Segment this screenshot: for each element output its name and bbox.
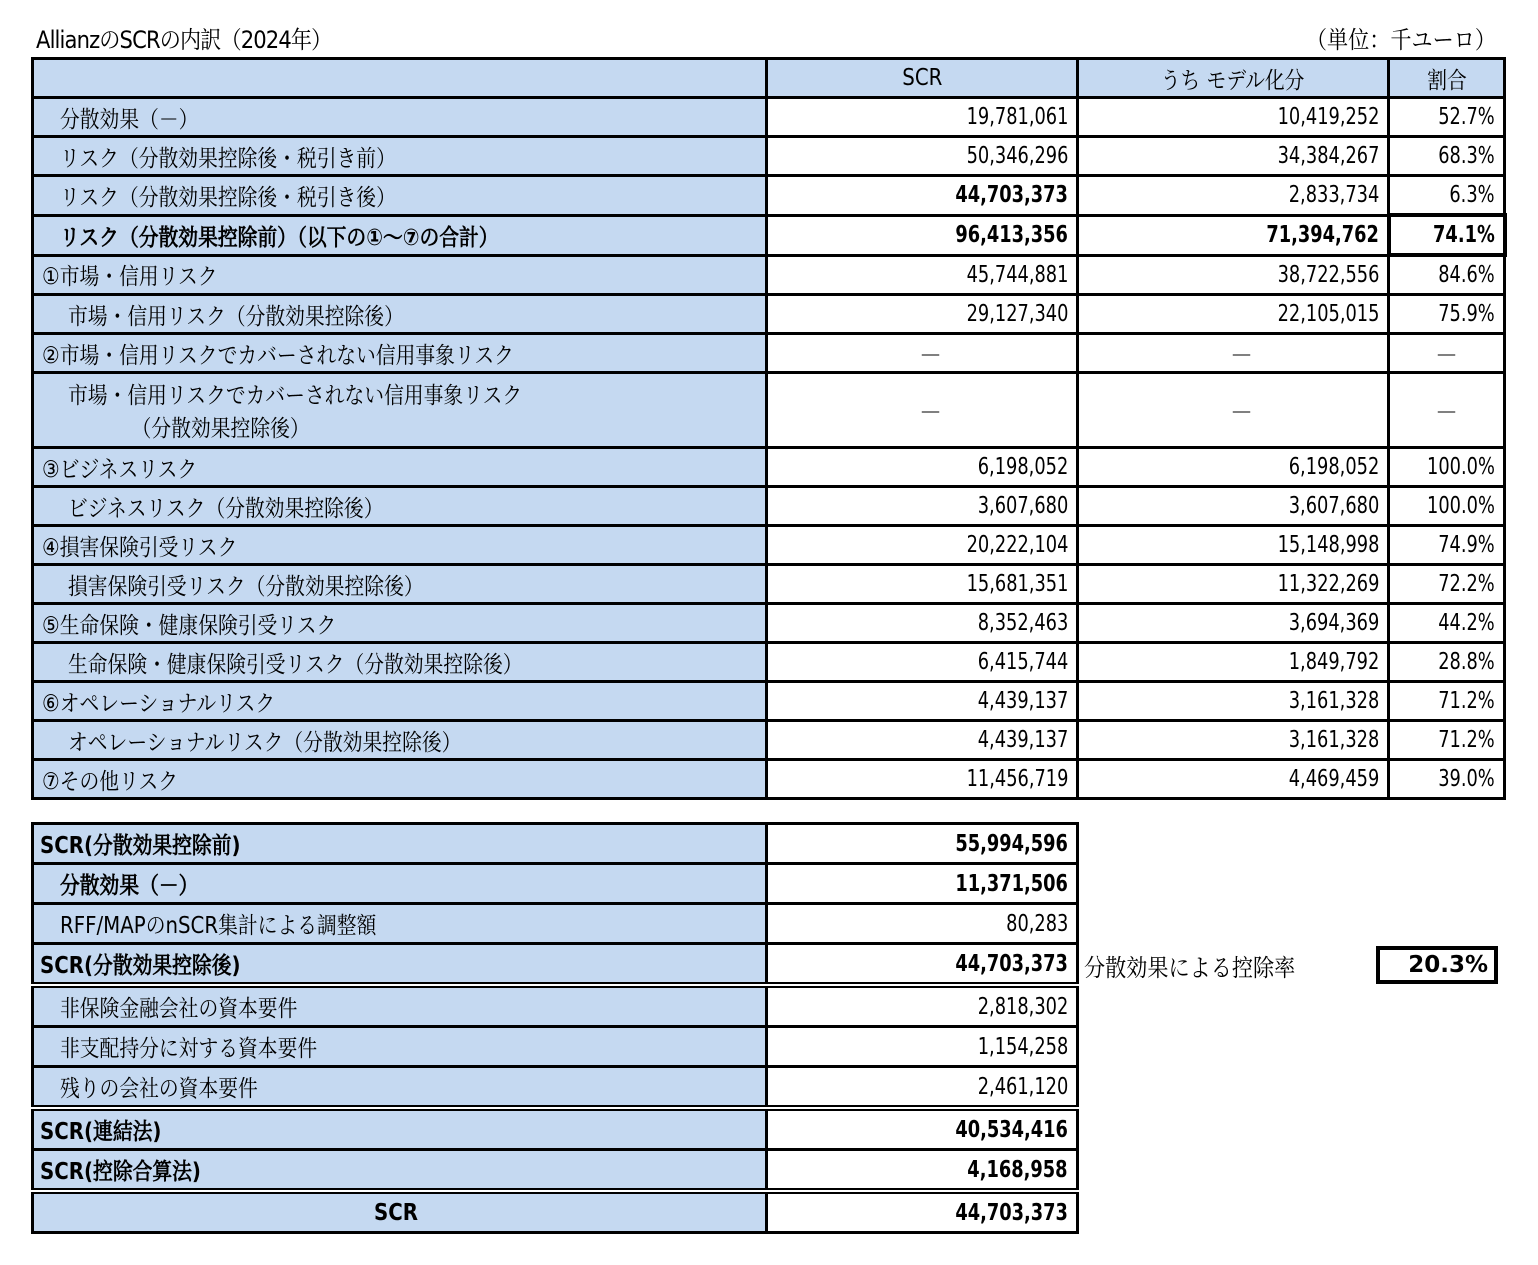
table-row-total bbox=[33, 215, 1505, 255]
table-row bbox=[33, 643, 1505, 682]
modeled-value: － bbox=[1078, 373, 1389, 448]
summary-row bbox=[33, 1067, 1078, 1109]
scr-value: 20,222,104 bbox=[767, 526, 1078, 565]
modeled-value: 3,161,328 bbox=[1078, 721, 1389, 760]
row-label: リスク（分散効果控除後・税引き後） bbox=[33, 176, 767, 216]
row-label: 分散効果（－） bbox=[33, 98, 767, 137]
ratio-value: － bbox=[1389, 373, 1505, 448]
row-value: 44,703,373 bbox=[767, 944, 1078, 986]
modeled-value: 11,322,269 bbox=[1078, 565, 1389, 604]
summary-row bbox=[33, 1108, 1078, 1150]
modeled-value: 2,833,734 bbox=[1078, 176, 1389, 216]
row-value: 1,154,258 bbox=[767, 1027, 1078, 1067]
row-label: 損害保険引受リスク（分散効果控除後） bbox=[33, 565, 767, 604]
header-scr: SCR bbox=[767, 59, 1078, 98]
row-label: SCR(控除合算法) bbox=[33, 1150, 767, 1192]
table-row bbox=[33, 604, 1505, 643]
table-row bbox=[33, 526, 1505, 565]
scr-value: 8,352,463 bbox=[767, 604, 1078, 643]
row-label: 非支配持分に対する資本要件 bbox=[33, 1027, 767, 1067]
row-label: ①市場・信用リスク bbox=[33, 255, 767, 295]
ratio-value: 84.6% bbox=[1389, 255, 1505, 295]
scr-value: 3,607,680 bbox=[767, 487, 1078, 526]
modeled-value: 6,198,052 bbox=[1078, 448, 1389, 487]
row-label: SCR bbox=[33, 1191, 767, 1233]
row-value: 2,818,302 bbox=[767, 985, 1078, 1027]
row-label: SCR(分散効果控除前) bbox=[33, 824, 767, 864]
row-label: SCR(分散効果控除後) bbox=[33, 944, 767, 986]
table-row bbox=[33, 373, 1505, 448]
row-label: 残りの会社の資本要件 bbox=[33, 1067, 767, 1109]
ratio-value: 100.0% bbox=[1389, 487, 1505, 526]
ratio-value: 71.2% bbox=[1389, 682, 1505, 721]
ratio-value: 72.2% bbox=[1389, 565, 1505, 604]
scr-value: 19,781,061 bbox=[767, 98, 1078, 137]
table-row bbox=[33, 295, 1505, 334]
row-value: 80,283 bbox=[767, 904, 1078, 944]
modeled-value: 3,161,328 bbox=[1078, 682, 1389, 721]
modeled-value: 3,607,680 bbox=[1078, 487, 1389, 526]
modeled-value: 71,394,762 bbox=[1078, 215, 1389, 255]
scr-value: 4,439,137 bbox=[767, 721, 1078, 760]
row-label: オペレーショナルリスク（分散効果控除後） bbox=[33, 721, 767, 760]
row-label: リスク（分散効果控除前）（以下の①～⑦の合計） bbox=[33, 215, 767, 255]
row-label: 市場・信用リスクでカバーされない信用事象リスク （分散効果控除後） bbox=[33, 373, 767, 448]
row-value: 2,461,120 bbox=[767, 1067, 1078, 1109]
scr-value: 15,681,351 bbox=[767, 565, 1078, 604]
modeled-value: 1,849,792 bbox=[1078, 643, 1389, 682]
scr-value: 44,703,373 bbox=[767, 176, 1078, 216]
ratio-value: 6.3% bbox=[1389, 176, 1505, 216]
ratio-value: 39.0% bbox=[1389, 760, 1505, 799]
table-row bbox=[33, 137, 1505, 176]
ratio-value: － bbox=[1389, 334, 1505, 373]
scr-value: － bbox=[767, 334, 1078, 373]
row-label: 非保険金融会社の資本要件 bbox=[33, 985, 767, 1027]
table-row bbox=[33, 760, 1505, 799]
scr-value: 45,744,881 bbox=[767, 255, 1078, 295]
ratio-value: 74.1% bbox=[1389, 215, 1505, 255]
ratio-value: 74.9% bbox=[1389, 526, 1505, 565]
row-label: RFF/MAPのnSCR集計による調整額 bbox=[33, 904, 767, 944]
ratio-value: 68.3% bbox=[1389, 137, 1505, 176]
table-row bbox=[33, 682, 1505, 721]
row-value: 40,534,416 bbox=[767, 1108, 1078, 1150]
summary-row bbox=[33, 1150, 1078, 1192]
row-label: 分散効果（－） bbox=[33, 864, 767, 904]
row-label: ビジネスリスク（分散効果控除後） bbox=[33, 487, 767, 526]
ratio-value: 75.9% bbox=[1389, 295, 1505, 334]
modeled-value: 4,469,459 bbox=[1078, 760, 1389, 799]
table-row bbox=[33, 255, 1505, 295]
scr-value: 11,456,719 bbox=[767, 760, 1078, 799]
modeled-value: 3,694,369 bbox=[1078, 604, 1389, 643]
summary-row bbox=[33, 1027, 1078, 1067]
row-value: 44,703,373 bbox=[767, 1191, 1078, 1233]
row-label: ②市場・信用リスクでカバーされない信用事象リスク bbox=[33, 334, 767, 373]
unit-note: （単位：千ユーロ） bbox=[1305, 26, 1496, 54]
ratio-value: 71.2% bbox=[1389, 721, 1505, 760]
scr-breakdown-table bbox=[31, 57, 1507, 800]
scr-value: 6,415,744 bbox=[767, 643, 1078, 682]
summary-row bbox=[33, 864, 1078, 904]
diversification-ratio bbox=[1084, 945, 1498, 985]
scr-value: 96,413,356 bbox=[767, 215, 1078, 255]
table-title: AllianzのSCRの内訳（2024年） bbox=[36, 26, 332, 54]
modeled-value: 22,105,015 bbox=[1078, 295, 1389, 334]
row-value: 4,168,958 bbox=[767, 1150, 1078, 1192]
modeled-value: 38,722,556 bbox=[1078, 255, 1389, 295]
row-label: 市場・信用リスク（分散効果控除後） bbox=[33, 295, 767, 334]
header-ratio: 割合 bbox=[1389, 59, 1505, 98]
row-label: 生命保険・健康保険引受リスク（分散効果控除後） bbox=[33, 643, 767, 682]
row-label: リスク（分散効果控除後・税引き前） bbox=[33, 137, 767, 176]
modeled-value: 34,384,267 bbox=[1078, 137, 1389, 176]
table-row bbox=[33, 565, 1505, 604]
ratio-value: 44.2% bbox=[1389, 604, 1505, 643]
scr-summary-table bbox=[31, 822, 1079, 1234]
ratio-value: 100.0% bbox=[1389, 448, 1505, 487]
summary-row bbox=[33, 824, 1078, 864]
summary-row-total bbox=[33, 1191, 1078, 1233]
row-label: SCR(連結法) bbox=[33, 1108, 767, 1150]
row-label: ⑦その他リスク bbox=[33, 760, 767, 799]
table-row bbox=[33, 98, 1505, 137]
row-label: ④損害保険引受リスク bbox=[33, 526, 767, 565]
table-row bbox=[33, 334, 1505, 373]
row-label: ⑥オペレーショナルリスク bbox=[33, 682, 767, 721]
summary-row bbox=[33, 944, 1078, 986]
table-row bbox=[33, 448, 1505, 487]
header-blank bbox=[33, 59, 767, 98]
modeled-value: 15,148,998 bbox=[1078, 526, 1389, 565]
ratio-value: 52.7% bbox=[1389, 98, 1505, 137]
summary-row bbox=[33, 985, 1078, 1027]
header-row bbox=[33, 59, 1505, 98]
summary-row bbox=[33, 904, 1078, 944]
scr-value: － bbox=[767, 373, 1078, 448]
scr-value: 4,439,137 bbox=[767, 682, 1078, 721]
table-row bbox=[33, 721, 1505, 760]
table-row bbox=[33, 487, 1505, 526]
scr-value: 29,127,340 bbox=[767, 295, 1078, 334]
ratio-value: 28.8% bbox=[1389, 643, 1505, 682]
row-label: ⑤生命保険・健康保険引受リスク bbox=[33, 604, 767, 643]
row-value: 11,371,506 bbox=[767, 864, 1078, 904]
modeled-value: － bbox=[1078, 334, 1389, 373]
table-row bbox=[33, 176, 1505, 216]
row-value: 55,994,596 bbox=[767, 824, 1078, 864]
diversification-ratio-label: 分散効果による控除率 bbox=[1084, 953, 1296, 982]
row-label: ③ビジネスリスク bbox=[33, 448, 767, 487]
diversification-ratio-value: 20.3% bbox=[1376, 946, 1498, 984]
scr-value: 6,198,052 bbox=[767, 448, 1078, 487]
modeled-value: 10,419,252 bbox=[1078, 98, 1389, 137]
scr-value: 50,346,296 bbox=[767, 137, 1078, 176]
header-modeled: うち モデル化分 bbox=[1078, 59, 1389, 98]
